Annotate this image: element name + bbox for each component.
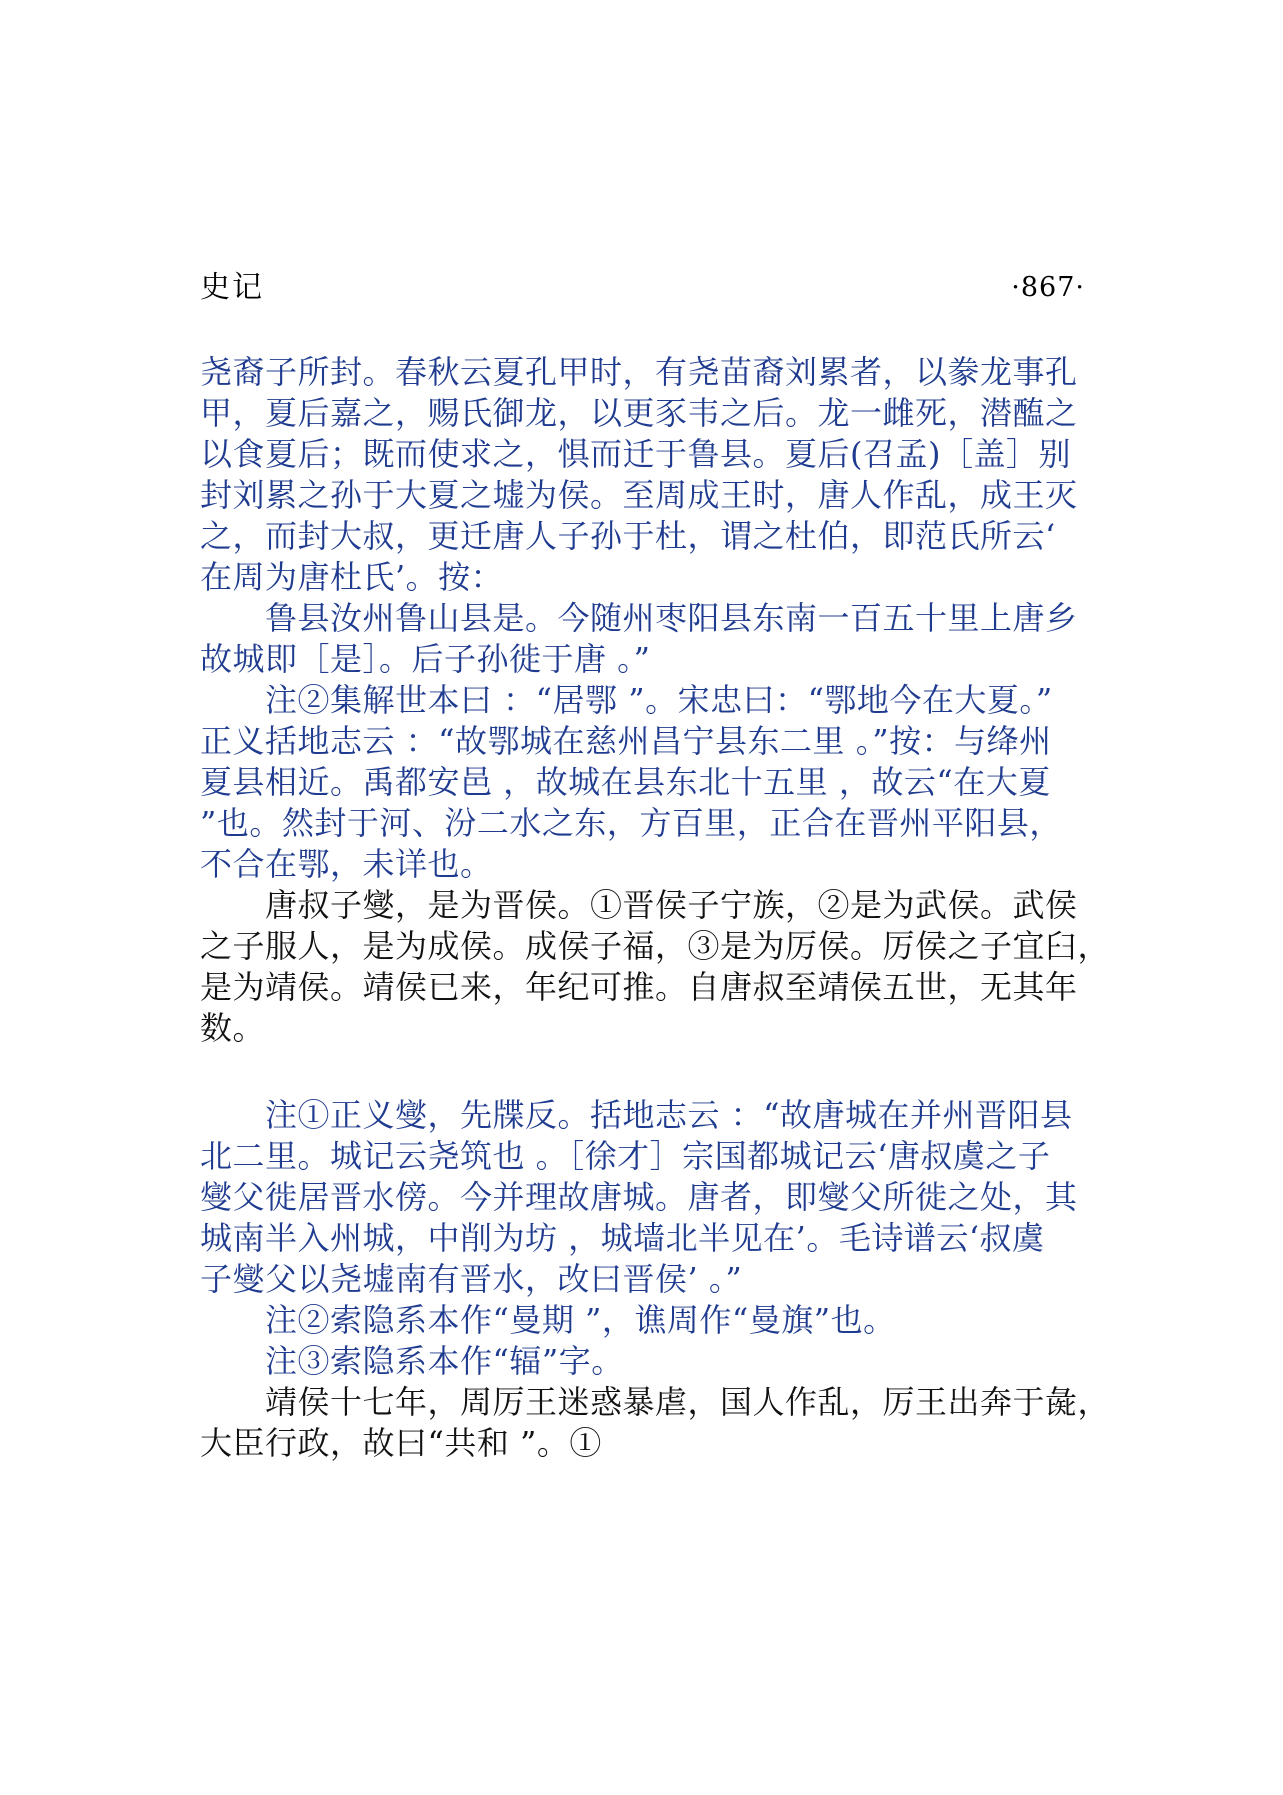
text-line: 在周为唐杜氏’。按： <box>200 558 504 596</box>
text-line: 夏县相近。禹都安邑 ，故城在县东北十五里 ，故云“在大夏 <box>200 763 1051 801</box>
annotation-paragraph <box>200 680 1085 885</box>
text-line: 大臣行政，故曰“共和 ”。① <box>200 1424 602 1462</box>
text-line: 封刘累之孙于大夏之墟为侯。至周成王时，唐人作乱，成王灭 <box>200 476 1078 514</box>
text-line: 燮父徙居晋水傍。今并理故唐城。唐者，即燮父所徙之处，其 <box>200 1178 1078 1216</box>
text-line: 城南半入州城，中削为坊 ，城墙北半见在’。毛诗谱云‘叔虞 <box>200 1219 1045 1257</box>
text-line: 北二里。城记云尧筑也 。［徐才］宗国都城记云‘唐叔虞之子 <box>200 1137 1051 1175</box>
text-line: 唐叔子燮，是为晋侯。①晋侯子宁族，②是为武侯。武侯 <box>265 886 1078 924</box>
annotation-paragraph <box>200 1341 1085 1382</box>
text-line: 以食夏后；既而使求之，惧而迁于鲁县。夏后(召孟)［盖］别 <box>200 435 1071 473</box>
main-text-paragraph <box>200 1382 1111 1464</box>
text-line: 之子服人，是为成侯。成侯子福，③是为厉侯。厉侯之子宜臼， <box>200 927 1111 965</box>
text-line: 注②集解世本曰 ：“居鄂 ”。宋忠曰：“鄂地今在大夏。” <box>265 681 1053 719</box>
page-body <box>200 352 1111 1464</box>
annotation-paragraph <box>200 352 1085 598</box>
text-line: 是为靖侯。靖侯已来，年纪可推。自唐叔至靖侯五世，无其年 <box>200 968 1078 1006</box>
page-header <box>200 268 1085 308</box>
text-line: 注③索隐系本作“辐”字。 <box>265 1342 624 1380</box>
text-line: 鲁县汝州鲁山县是。今随州枣阳县东南一百五十里上唐乡 <box>265 599 1078 637</box>
text-line: 尧裔子所封。春秋云夏孔甲时，有尧苗裔刘累者，以豢龙事孔 <box>200 353 1078 391</box>
text-line: 正义括地志云 ：“故鄂城在慈州昌宁县东二里 。”按：与绛州 <box>200 722 1052 760</box>
book-title: 史记 <box>200 270 264 305</box>
text-line: ”也。然封于河、汾二水之东，方百里，正合在晋州平阳县， <box>200 804 1062 842</box>
main-text-paragraph <box>200 885 1111 1049</box>
text-line: 子燮父以尧墟南有晋水，改曰晋侯’ 。” <box>200 1260 743 1298</box>
text-line: 注②索隐系本作“曼期 ”，谯周作“曼旗”也。 <box>265 1301 896 1339</box>
text-line: 靖侯十七年，周厉王迷惑暴虐，国人作乱，厉王出奔于彘， <box>265 1383 1111 1421</box>
text-line: 之，而封大叔，更迁唐人子孙于杜，谓之杜伯，即范氏所云‘ <box>200 517 1056 555</box>
page-number: ·867· <box>1011 272 1085 303</box>
annotation-paragraph <box>200 598 1085 680</box>
text-line: 甲，夏后嘉之，赐氏御龙，以更豕韦之后。龙一雌死，潜醢之 <box>200 394 1078 432</box>
text-line: 数。 <box>200 1009 266 1047</box>
annotation-paragraph <box>200 1095 1085 1300</box>
text-line: 注①正义燮，先牒反。括地志云 ：“故唐城在并州晋阳县 <box>265 1096 1073 1134</box>
text-line: 故城即［是］。后子孙徙于唐 。” <box>200 640 651 678</box>
annotation-paragraph <box>200 1300 1085 1341</box>
paragraph-gap <box>200 1049 1085 1095</box>
text-line: 不合在鄂，未详也。 <box>200 845 493 883</box>
